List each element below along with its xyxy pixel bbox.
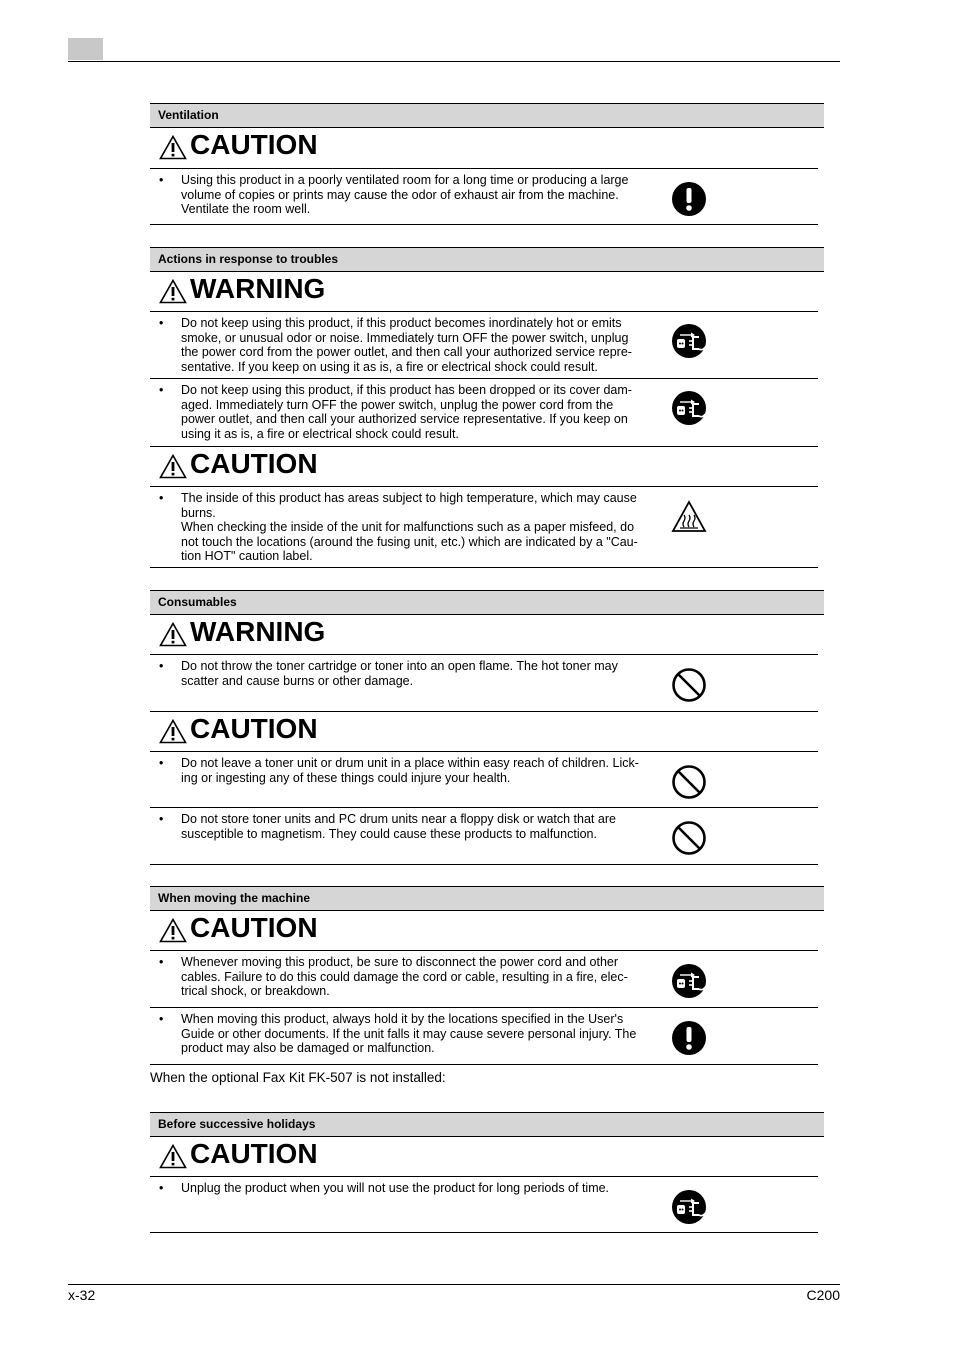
bullet: • [159, 491, 164, 505]
signal-word: CAUTION [190, 129, 318, 160]
bullet: • [159, 1012, 164, 1026]
bullet: • [159, 756, 164, 770]
list-item [150, 808, 818, 865]
section-header-troubles: Actions in response to troubles [150, 247, 824, 272]
bullet: • [159, 812, 164, 826]
prohibited-icon [671, 667, 707, 703]
list-item [150, 487, 818, 568]
signal-word: WARNING [190, 273, 326, 304]
bullet: • [159, 383, 164, 397]
list-item [150, 1008, 818, 1065]
item-text: Do not throw the toner cartridge or toner into an open flame. The hot toner may scatter and cause burns or other damage. [181, 659, 618, 688]
signal-word: CAUTION [190, 1138, 318, 1169]
item-text [181, 491, 649, 564]
caution-banner [150, 1137, 818, 1177]
prohibited-icon [671, 820, 707, 856]
bullet: • [159, 955, 164, 969]
section-header-holidays: Before successive holidays [150, 1112, 824, 1137]
bullet: • [159, 173, 164, 187]
caution-banner [150, 128, 818, 169]
item-text: Do not keep using this product, if this product becomes inordinately hot or emits smoke, or unusual odor or noise. Immediately turn OFF the power switch, unplug the power cord from the power outlet, and then call your authorized service repre-sentative. If you keep on using it as is, a fire or electrical shock could result. [181, 316, 632, 374]
warning-triangle-icon [159, 719, 187, 744]
item-text: Do not keep using this product, if this product has been dropped or its cover dam-aged. Immediately turn OFF the power switch, unplug the power cord from the power outlet, and then call your authorized service representative. If you keep on using it as is, a fire or electrical shock could result. [181, 383, 632, 441]
unplug-power-icon [671, 323, 707, 359]
list-item [150, 752, 818, 808]
section-header-ventilation: Ventilation [150, 103, 824, 128]
caution-banner [150, 911, 818, 951]
section-header-moving: When moving the machine [150, 886, 824, 911]
warning-triangle-icon [159, 622, 187, 647]
mandatory-action-icon [671, 1020, 707, 1056]
bullet: • [159, 659, 164, 673]
item-text: Do not leave a toner unit or drum unit in a place within easy reach of children. Lick-ing or ingesting any of these things could injure your health. [181, 756, 639, 785]
unplug-power-icon [671, 963, 707, 999]
list-item [150, 312, 818, 379]
bullet: • [159, 1181, 164, 1195]
list-item [150, 169, 818, 225]
page-number: x-32 [68, 1287, 96, 1303]
signal-word: WARNING [190, 616, 326, 647]
warning-triangle-icon [159, 135, 187, 160]
caution-banner [150, 447, 818, 487]
item-text: Do not store toner units and PC drum units near a floppy disk or watch that are susceptible to magnetism. They could cause these products to malfunction. [181, 812, 616, 841]
bullet: • [159, 316, 164, 330]
warning-triangle-icon [159, 1144, 187, 1169]
hot-surface-icon [671, 500, 707, 536]
unplug-power-icon [671, 1189, 707, 1225]
chapter-tab [68, 38, 103, 60]
section-header-consumables: Consumables [150, 590, 824, 615]
item-text-line: The inside of this product has areas subject to high temperature, which may cause burns. [181, 491, 637, 520]
list-item [150, 1177, 818, 1233]
model-name: C200 [806, 1287, 840, 1303]
list-item [150, 655, 818, 712]
item-text: Whenever moving this product, be sure to disconnect the power cord and other cables. Failure to do this could damage the cord or cable, resulting in a fire, elec-trical shock, or breakdown. [181, 955, 628, 998]
prohibited-icon [671, 764, 707, 800]
warning-triangle-icon [159, 918, 187, 943]
item-text: Using this product in a poorly ventilated room for a long time or producing a large volume of copies or prints may cause the odor of exhaust air from the machine. Ventilate the room well. [181, 173, 629, 216]
warning-banner [150, 272, 818, 312]
list-item [150, 951, 818, 1008]
footer-rule [68, 1284, 840, 1285]
warning-triangle-icon [159, 279, 187, 304]
header-rule [68, 61, 840, 62]
mandatory-action-icon [671, 181, 707, 217]
warning-triangle-icon [159, 454, 187, 479]
warning-banner [150, 615, 818, 655]
fax-kit-note: When the optional Fax Kit FK-507 is not installed: [150, 1070, 446, 1085]
list-item [150, 379, 818, 447]
signal-word: CAUTION [190, 713, 318, 744]
signal-word: CAUTION [190, 448, 318, 479]
item-text: Unplug the product when you will not use the product for long periods of time. [181, 1181, 610, 1195]
item-text-line: When checking the inside of the unit for malfunctions such as a paper misfeed, do not touch the locations (around the fusing unit, etc.) which are indicated by a "Cau-tion HOT" caution label. [181, 520, 638, 563]
signal-word: CAUTION [190, 912, 318, 943]
caution-banner [150, 712, 818, 752]
item-text: When moving this product, always hold it by the locations specified in the User's Guide or other documents. If the unit falls it may cause severe personal injury. The product may also be damaged or malfunction. [181, 1012, 637, 1055]
unplug-power-icon [671, 390, 707, 426]
